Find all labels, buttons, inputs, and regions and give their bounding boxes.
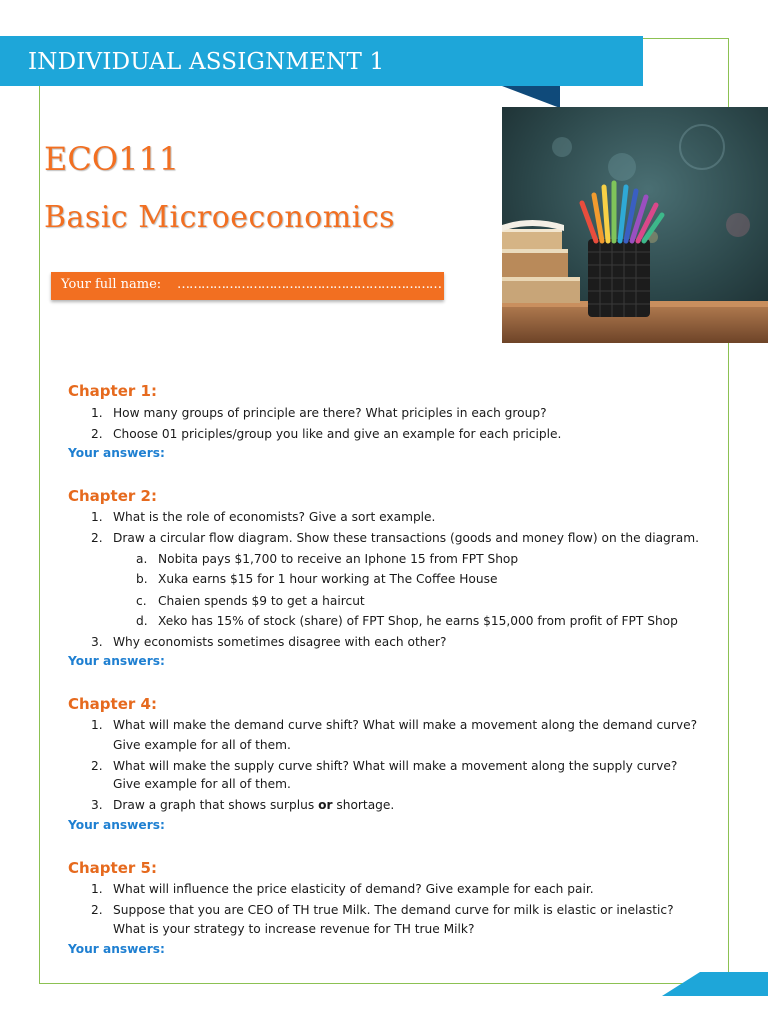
your-answers-label: Your answers: (68, 942, 165, 956)
list-item-continuation: Give example for all of them. (113, 738, 291, 752)
full-name-dots: ………………………………………………………… (177, 277, 441, 292)
assignment-title: INDIVIDUAL ASSIGNMENT 1 (28, 49, 385, 75)
chapter-4-title: Chapter 4: (68, 695, 157, 713)
your-answers-label: Your answers: (68, 654, 165, 668)
chapter-2-title: Chapter 2: (68, 487, 157, 505)
course-code: ECO111 (44, 140, 180, 178)
chapter-1-title: Chapter 1: (68, 382, 157, 400)
pencil-cup-and-books-photo (502, 107, 768, 343)
course-name: Basic Microeconomics (44, 200, 396, 235)
list-item-continuation: What is your strategy to increase revenue for TH true Milk? (113, 922, 475, 936)
chapter-5-title: Chapter 5: (68, 859, 157, 877)
list-item-continuation: Give example for all of them. (113, 777, 291, 791)
full-name-field[interactable] (51, 272, 444, 300)
full-name-label: Your full name: (61, 277, 162, 292)
your-answers-label: Your answers: (68, 446, 165, 460)
banner-fold-decoration (502, 86, 560, 108)
your-answers-label: Your answers: (68, 818, 165, 832)
